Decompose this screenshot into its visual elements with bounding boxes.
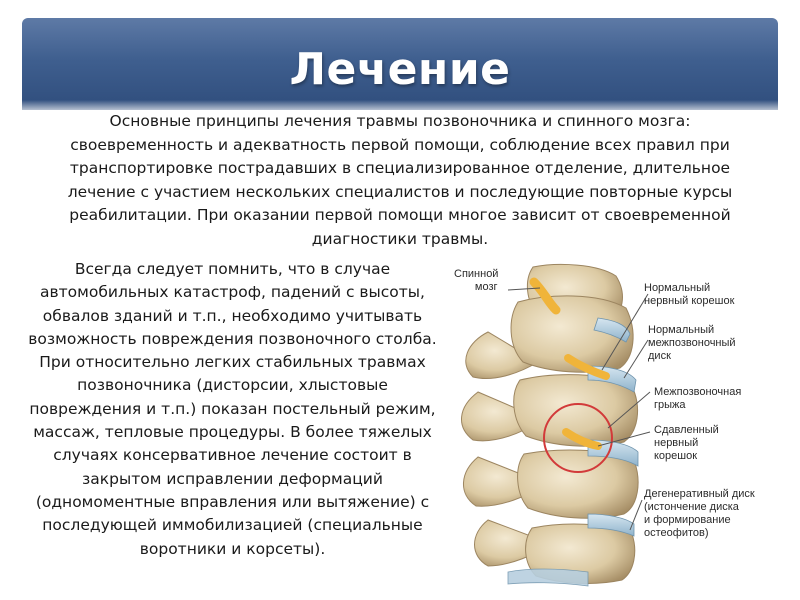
spine-illustration: [448, 262, 788, 592]
label-disc-hernia: Межпозвоночная грыжа: [654, 386, 742, 411]
slide-title: Лечение: [289, 44, 511, 95]
label-normal-disc: Нормальный межпозвоночный диск: [648, 324, 736, 362]
label-spinal-cord: Спинной мозг: [454, 268, 499, 293]
label-normal-nerve-root: Нормальный нервный корешок: [644, 282, 735, 307]
label-compressed-root: Сдавленный нервный корешок: [654, 424, 719, 462]
spine-drawing: [448, 262, 788, 592]
intro-paragraph: Основные принципы лечения травмы позвоночника и спинного мозга: своевременность и адекватность первой помощи, соблюдение всех правил при транспортировке пострадавших в специализированное отделение, длительное лечение с участием нескольких специалистов и последующие повторные курсы реабилитации. При оказании первой помощи многое зависит от своевременной диагностики травмы.: [67, 112, 733, 248]
vertebral-bodies: [511, 264, 638, 583]
body-paragraph: Всегда следует помнить, что в случае автомобильных катастроф, падений с высоты, обвалов зданий и т.п., необходимо учитывать возможность повреждения позвоночного столба. При относительно легких стабильных травмах позвоночника (дисторсии, хлыстовые повреждения и т.п.) показан постельный режим, массаж, тепловые процедуры. В более тяжелых случаях консервативное лечение состоит в закрытом исправлении деформаций (одномоментные вправления или вытяжение) с последующей иммобилизацией (специальные воротники и корсеты).: [28, 260, 437, 558]
label-degenerative-disc: Дегенеративный диск (истончение диска и формирование остеофитов): [644, 488, 755, 539]
